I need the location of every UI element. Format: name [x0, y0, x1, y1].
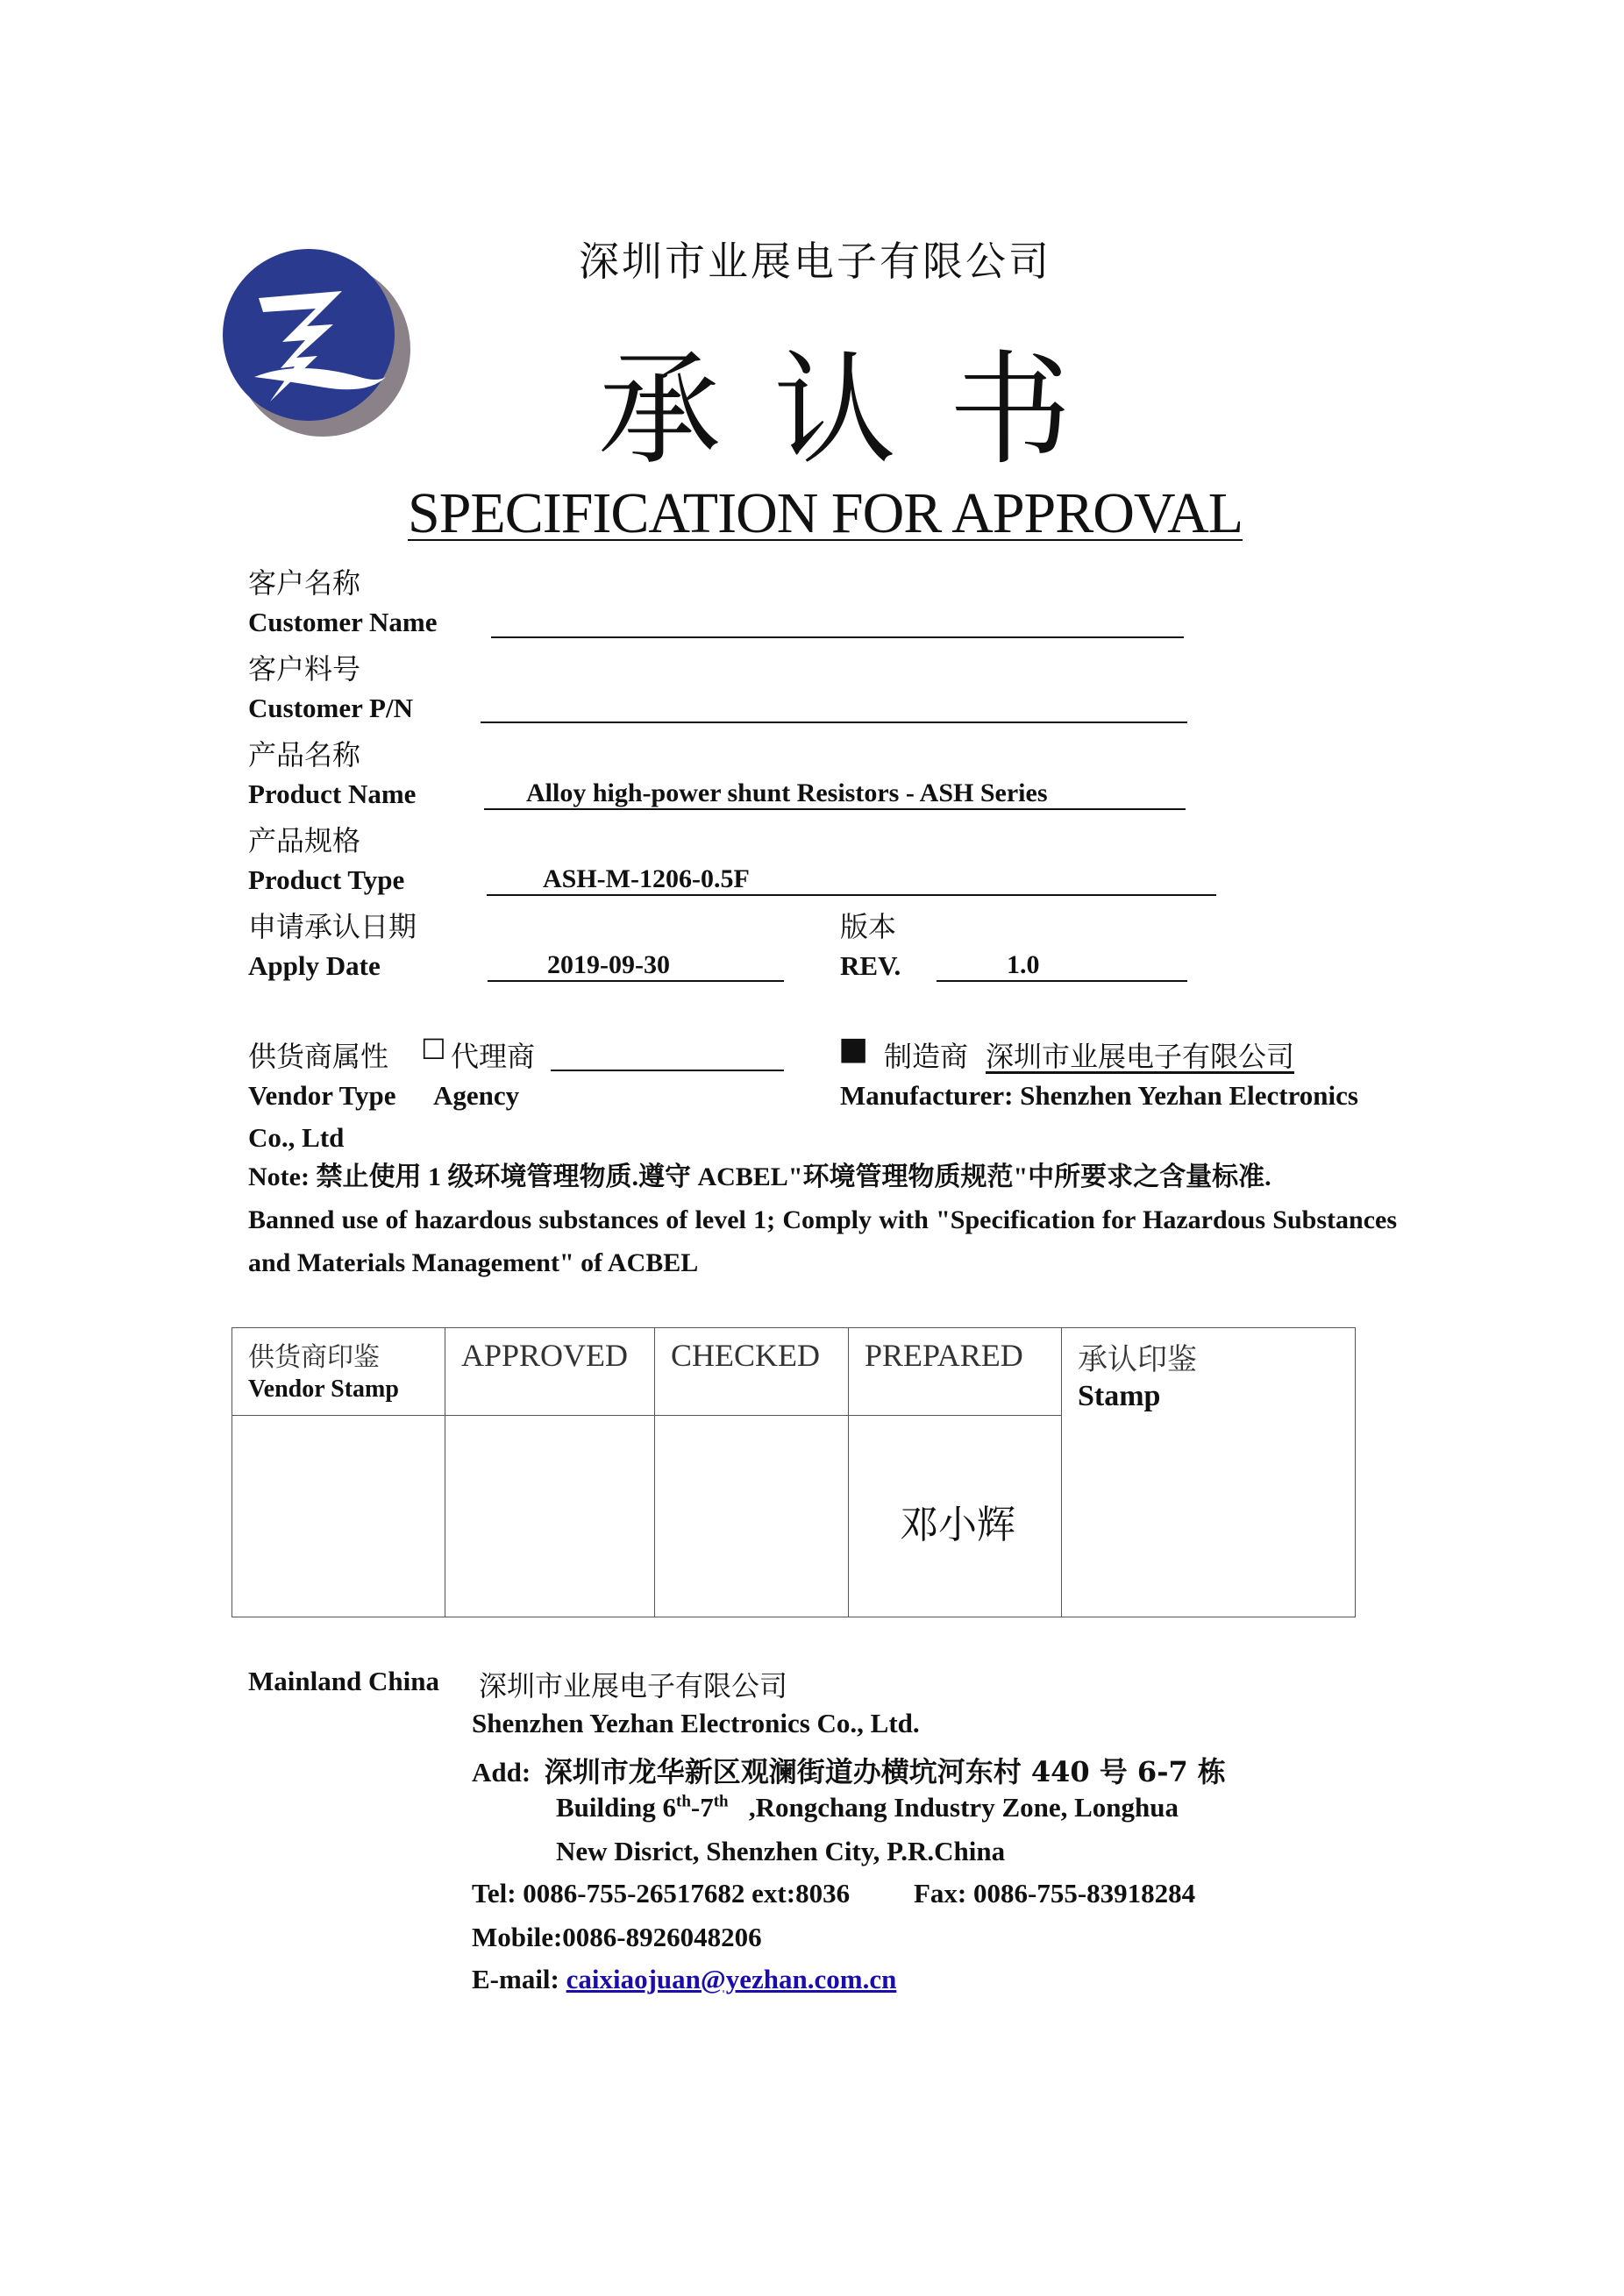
checked-cell: [655, 1416, 849, 1617]
company-logo: [219, 245, 412, 438]
document-title-cn: 承认书: [598, 339, 1125, 482]
document-title-en: SPECIFICATION FOR APPROVAL: [408, 481, 1243, 545]
company-name-cn: 深圳市业展电子有限公司: [579, 238, 1051, 285]
customer-name-label-cn: 客户名称: [248, 566, 361, 600]
email-line: [472, 1964, 896, 1995]
agency-label-cn: 代理商: [451, 1040, 536, 1073]
telephone: Tel: 0086-755-26517682 ext:8036: [472, 1878, 851, 1909]
vendor-stamp-cell: [232, 1416, 445, 1617]
product-name-label-cn: 产品名称: [248, 738, 361, 771]
address-en-line-2: New Disrict, Shenzhen City, P.R.China: [556, 1836, 1006, 1866]
note-line-en: Banned use of hazardous substances of level 1; Comply with "Specification for Hazardous Substances and Materials Management" of ACBEL: [248, 1205, 1397, 1277]
approval-stamp-table: [231, 1327, 1356, 1617]
compliance-note: [248, 1155, 1397, 1284]
manufacturer-label-en-cont: Co., Ltd: [248, 1122, 345, 1153]
prepared-header: PREPARED: [849, 1328, 1062, 1416]
product-name-value: Alloy high-power shunt Resistors - ASH Series: [526, 778, 1048, 807]
product-name-label-en: Product Name: [248, 778, 417, 809]
revision-field[interactable]: [937, 949, 1187, 982]
revision-value: 1.0: [1007, 950, 1040, 979]
email-label: E-mail:: [472, 1964, 559, 1994]
address-label: Add:: [472, 1757, 531, 1788]
vendor-type-label-cn: 供货商属性: [248, 1040, 389, 1073]
vendor-stamp-header: 供货商印鉴 Vendor Stamp: [232, 1328, 445, 1416]
address-cn-line: [472, 1750, 1226, 1790]
mobile: Mobile:0086-8926048206: [472, 1922, 762, 1952]
fax: Fax: 0086-755-83918284: [914, 1878, 1196, 1909]
manufacturer-checkbox[interactable]: ■: [838, 1031, 869, 1067]
manufacturer-label-cn: 制造商: [884, 1040, 969, 1073]
product-type-value: ASH-M-1206-0.5F: [543, 864, 750, 893]
product-name-field[interactable]: [484, 777, 1186, 810]
prepared-cell: [849, 1416, 1062, 1617]
agency-name-field[interactable]: [551, 1038, 784, 1071]
checked-header: CHECKED: [655, 1328, 849, 1416]
revision-label-en: REV.: [840, 950, 901, 981]
stamp-cell: 承认印鉴 Stamp: [1062, 1328, 1356, 1617]
customer-pn-label-en: Customer P/N: [248, 693, 413, 723]
customer-pn-field[interactable]: [481, 690, 1187, 723]
revision-label-cn: 版本: [840, 910, 897, 943]
address-cn: 深圳市龙华新区观澜街道办横坑河东村 440 号 6-7 栋: [544, 1755, 1226, 1788]
prepared-by-signature: 邓小辉: [900, 1503, 1015, 1547]
customer-name-label-en: Customer Name: [248, 607, 438, 637]
customer-name-field[interactable]: [491, 605, 1184, 638]
contact-company-cn: 深圳市业展电子有限公司: [479, 1669, 788, 1702]
manufacturer-name-cn: 深圳市业展电子有限公司: [986, 1040, 1295, 1073]
product-type-label-en: Product Type: [248, 864, 405, 895]
apply-date-label-cn: 申请承认日期: [248, 910, 417, 943]
agency-label-en: Agency: [433, 1080, 520, 1111]
agency-checkbox[interactable]: ☐: [421, 1033, 446, 1066]
apply-date-field[interactable]: [488, 949, 784, 982]
contact-company-en: Shenzhen Yezhan Electronics Co., Ltd.: [472, 1708, 920, 1738]
apply-date-label-en: Apply Date: [248, 950, 381, 981]
apply-date-value: 2019-09-30: [547, 950, 670, 979]
approved-header: APPROVED: [445, 1328, 655, 1416]
email-link[interactable]: caixiaojuan@yezhan.com.cn: [566, 1964, 897, 1994]
vendor-type-label-en: Vendor Type: [248, 1080, 396, 1111]
product-type-label-cn: 产品规格: [248, 824, 361, 857]
customer-pn-label-cn: 客户料号: [248, 652, 361, 686]
manufacturer-label-en: Manufacturer: Shenzhen Yezhan Electronics: [840, 1080, 1358, 1111]
address-en-line-1: Building 6th-7th ,Rongchang Industry Zone, Longhua: [556, 1792, 1179, 1823]
product-type-field[interactable]: [487, 863, 1216, 896]
note-line-cn: Note: 禁止使用 1 级环境管理物质.遵守 ACBEL"环境管理物质规范"中所要求之含量标准.: [248, 1162, 1271, 1191]
approved-cell: [445, 1416, 655, 1617]
region-label: Mainland China: [248, 1666, 439, 1696]
